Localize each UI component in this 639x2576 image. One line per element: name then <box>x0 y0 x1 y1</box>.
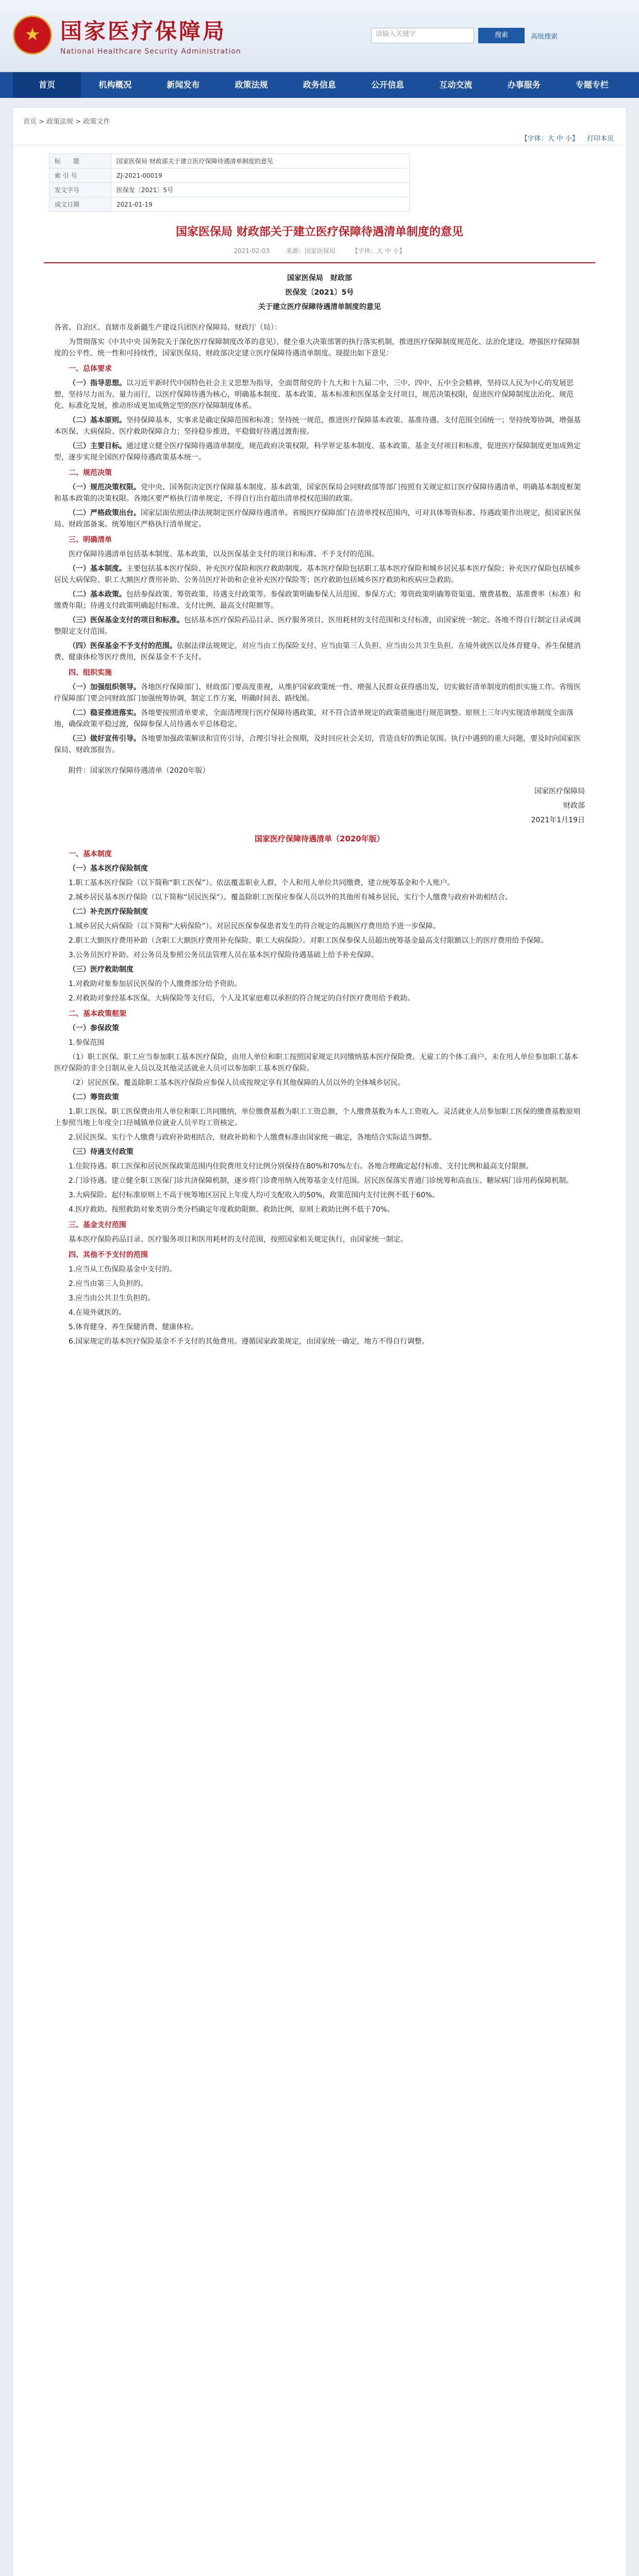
paragraph-lead: （一）基本制度。 <box>69 565 126 573</box>
doc-paragraph <box>54 589 585 612</box>
paragraph-lead: （三）医保基金支付的项目和标准。 <box>69 616 184 624</box>
doc-salutation: 各省、自治区、直辖市及新疆生产建设兵团医疗保障局、财政厅（局）： <box>54 324 281 332</box>
doc-paragraph <box>54 707 585 730</box>
search-input[interactable]: 请输入关键字 <box>371 28 474 43</box>
meta-value: ZJ-2021-00019 <box>111 168 410 183</box>
paragraph-lead: （一）指导思想。 <box>69 379 126 387</box>
section-heading: 二、规范决策 <box>69 469 112 477</box>
site-name-cn: 国家医疗保障局 <box>60 19 227 44</box>
meta-value: 医保发〔2021〕5号 <box>111 183 410 197</box>
article-body <box>13 263 626 1347</box>
font-size-control[interactable]: 【字体：大 中 小】 <box>520 135 579 143</box>
paragraph-text: 各地医疗保障部门、财政部门要高度重视，从维护国家政策统一性、增强人民群众获得感出发，切实做好清单制度的组织实施工作。省级医疗保障部门要会同财政部门加强统筹协调，制定工作方案，明确时间表、路线图。 <box>54 683 581 703</box>
section-heading: 一、基本制度 <box>69 850 112 858</box>
section-heading: 四、组织实施 <box>69 669 112 677</box>
doc-paragraph: 2.应当由第三人负担的。 <box>69 1280 148 1288</box>
breadcrumb[interactable]: 首页 > 政策法规 > 政策文件 <box>23 118 110 126</box>
doc-paragraph: 1.应当从工伤保险基金中支付的。 <box>69 1265 177 1274</box>
paragraph-text: 通过建立健全医疗保障待遇清单制度，规范政府决策权限，科学界定基本制度、基本政策、基金支付项目和标准，促进医疗保障制度更加成熟定型，逐步实现全国医疗保障待遇政策基本统一。 <box>54 442 581 462</box>
advanced-search-link[interactable]: 高级搜索 <box>531 33 558 41</box>
paragraph-text: 包括基本医疗保险药品目录、医疗服务项目、医用耗材的支付范围和支付标准，由国家统一制定。各地不得自行制定目录或调整限定支付范围。 <box>54 616 581 636</box>
subsection-heading: （二）补充医疗保险制度 <box>69 908 148 916</box>
site-logo[interactable] <box>13 14 241 56</box>
paragraph-text: 主要包括基本医疗保险、补充医疗保险和医疗救助制度。基本医疗保险包括职工基本医疗保险和城乡居民基本医疗保险；补充医疗保险包括城乡居民大病保险、职工大额医疗费用补助、公务员医疗补助和企业补充医疗保险等；医疗救助包括城乡医疗救助和疾病应急救助。 <box>54 565 581 584</box>
section-heading: 四、其他不予支付的范围 <box>69 1251 148 1259</box>
paragraph-lead: （一）规范决策权限。 <box>69 483 141 492</box>
doc-paragraph: 6.国家规定的基本医疗保险基金不予支付的其他费用。遵循国家政策规定，由国家统一确定，地方不得自行调整。 <box>69 1337 429 1346</box>
meta-key: 发文字号 <box>49 183 111 197</box>
nav-about[interactable]: 机构概况 <box>98 80 132 90</box>
document-meta-table <box>49 154 410 212</box>
doc-paragraph: 为贯彻落实《中共中央 国务院关于深化医疗保障制度改革的意见》，健全重大决策部署的执行落实机制，推进医疗保障制度规范化、法治化建设，增强医疗保障制度的公平性、统一性和可持续性，国家医保局、财政部决定建立医疗保障待遇清单制度。现提出如下意见： <box>54 338 580 358</box>
paragraph-lead: （三）做好宣传引导。 <box>69 735 141 743</box>
national-emblem-icon <box>13 15 52 55</box>
article-source: 来源：国家医保局 <box>286 247 336 255</box>
nav-policy[interactable]: 政策法规 <box>234 80 268 90</box>
nav-interaction[interactable]: 互动交流 <box>439 80 473 90</box>
doc-paragraph: 基本医疗保险药品目录、医疗服务项目和医用耗材的支付范围，按照国家相关规定执行，由国家统一制定。 <box>69 1235 408 1244</box>
doc-paragraph: 1.住院待遇。职工医保和居民医保政策范围内住院费用支付比例分别保持在80%和70%左右。各地合理确定起付标准、支付比例和最高支付限额。 <box>69 1162 533 1171</box>
paragraph-text: 包括参保政策、筹资政策、待遇支付政策等。参保政策明确参保人员范围、参保方式；筹资政策明确筹资渠道、缴费基数、基准费率（标准）和缴费年限；待遇支付政策明确起付标准、支付比例、最高支付限额等。 <box>54 590 581 610</box>
attachment-link[interactable]: 附件：国家医疗保障待遇清单（2020年版） <box>69 767 210 775</box>
paragraph-lead: （二）严格政策出台。 <box>69 509 141 517</box>
meta-key: 索 引 号 <box>49 168 111 183</box>
doc-paragraph: 4.医疗救助。按照救助对象类别分类分档确定年度救助限额、救助比例，原则上救助比例不低于70%。 <box>69 1206 395 1214</box>
paragraph-lead: （二）基本政策。 <box>69 590 126 599</box>
site-name-en: National Healthcare Security Administration <box>60 47 241 56</box>
main-nav <box>0 72 639 98</box>
subsection-heading: （一）参保政策 <box>69 1024 119 1032</box>
nav-disclosure[interactable]: 公开信息 <box>371 80 405 90</box>
doc-paragraph: 1.城乡居民大病保险（以下简称“大病保险”）。对居民医保参保患者发生的符合规定的高额医疗费用给予进一步保障。 <box>69 922 440 930</box>
doc-paragraph: 2.对救助对象经基本医保、大病保险等支付后，个人及其家庭难以承担的符合规定的自付医疗费用给予救助。 <box>69 994 415 1003</box>
doc-paragraph <box>54 482 585 504</box>
doc-paragraph <box>54 682 585 704</box>
article-date: 2021-02-03 <box>233 247 270 255</box>
section-heading: 三、明确清单 <box>69 536 112 544</box>
subsection-heading: （三）医疗救助制度 <box>69 965 133 974</box>
doc-number: 医保发〔2021〕5号 <box>285 289 354 297</box>
subsection-heading: （一）基本医疗保险制度 <box>69 865 148 873</box>
nav-affairs[interactable]: 政务信息 <box>302 80 336 90</box>
doc-paragraph <box>54 507 585 530</box>
doc-paragraph <box>54 415 585 437</box>
site-header <box>0 0 639 72</box>
nav-news[interactable]: 新闻发布 <box>166 80 200 90</box>
doc-paragraph: 医疗保障待遇清单包括基本制度、基本政策，以及医保基金支付的项目和标准、不予支付的范围。 <box>69 550 379 558</box>
doc-paragraph: 4.在境外就医的。 <box>69 1309 126 1317</box>
doc-paragraph: 2.职工大额医疗费用补助（含职工大额医疗费用补充保险、职工大病保险）。对职工医保参保人员超出统筹基金最高支付限额以上的医疗费用给予保障。 <box>69 937 548 945</box>
doc-paragraph <box>54 440 585 463</box>
nav-services[interactable]: 办事服务 <box>507 80 541 90</box>
paragraph-text: 党中央、国务院决定医疗保障基本制度、基本政策，国家医保局会同财政部等部门按照有关规定拟订医疗保障待遇清单，明确基本制度框架和基本政策的决策权限。各地区要严格执行清单规定，不得自行出台超出清单授权范围的政策。 <box>54 483 581 503</box>
paragraph-lead: （三）主要目标。 <box>69 442 126 450</box>
paragraph-lead: （二）基本原则。 <box>69 416 126 425</box>
doc-agencies: 国家医保局 财政部 <box>287 274 352 282</box>
doc-paragraph: 1.职工医保。职工医保费由用人单位和职工共同缴纳，单位缴费基数为职工工资总额，个人缴费基数为本人工资收入。灵活就业人员参加职工医保的缴费基数原则上参照当地上年度全口径城镇单位就业人员平均工资核定。 <box>54 1108 581 1127</box>
doc-paragraph: 3.大病保险。起付标准原则上不高于统筹地区居民上年度人均可支配收入的50%，政策范围内支付比例不低于60%。 <box>69 1191 440 1199</box>
paragraph-text: 坚持保障基本，实事求是确定保障范围和标准；坚持统一规范，推进医疗保障基本政策、基准待遇、支付范围全国统一；坚持统筹协调，增强基本医保、大病保险、医疗救助保障合力；坚持稳步推进，平稳做好待遇过渡衔接。 <box>54 416 581 436</box>
subsection-heading: （二）筹资政策 <box>69 1093 119 1101</box>
search-button[interactable]: 搜索 <box>478 28 525 43</box>
doc-paragraph <box>54 640 585 663</box>
doc-paragraph <box>54 733 585 756</box>
paragraph-text: 国家层面依照法律法规制定医疗保障待遇清单。省级医疗保障部门在清单授权范围内，可对具体筹资标准、待遇政策作出规定，报国家医保局、财政部备案。统筹地区严格执行清单规定。 <box>54 509 581 529</box>
meta-value: 2021-01-19 <box>111 197 410 212</box>
meta-key: 标 题 <box>49 154 111 168</box>
attachment-title: 国家医疗保障待遇清单（2020年版） <box>255 834 384 843</box>
doc-paragraph: 2.居民医保。实行个人缴费与政府补助相结合，财政补助和个人缴费标准由国家统一确定，各地结合实际适当调整。 <box>69 1133 436 1142</box>
nav-home[interactable]: 首页 <box>13 72 81 98</box>
doc-paragraph: 1.职工基本医疗保险（以下简称“职工医保”）。依法覆盖职业人群，个人和用人单位共同缴费，建立统筹基金和个人账户。 <box>69 879 455 887</box>
doc-paragraph: 1.对救助对象参加居民医保的个人缴费部分给予资助。 <box>69 980 242 988</box>
doc-paragraph: 3.应当由公共卫生负担的。 <box>69 1294 155 1302</box>
paragraph-text: 各地要加强政策解读和宣传引导，合理引导社会预期，及时回应社会关切，营造良好的舆论氛围。执行中遇到的重大问题，要及时向国家医保局、财政部报告。 <box>54 735 581 754</box>
paragraph-text: 依据法律法规规定，对应当由工伤保险支付、应当由第三人负担、应当由公共卫生负担、在境外就医以及体育健身、养生保健消费、健康体检等医疗费用，医保基金不予支付。 <box>54 642 581 662</box>
signature-2: 财政部 <box>563 802 585 810</box>
nav-topics[interactable]: 专题专栏 <box>575 80 609 90</box>
subsection-heading: （三）待遇支付政策 <box>69 1148 133 1156</box>
print-button[interactable]: 打印本页 <box>586 135 614 143</box>
paragraph-lead: （二）稳妥推进落实。 <box>69 709 141 717</box>
paragraph-lead: （一）加强组织领导。 <box>69 683 141 691</box>
doc-paragraph: （2）居民医保。覆盖除职工基本医疗保险应参保人员或按规定享有其他保障的人员以外的全体城乡居民。 <box>69 1079 405 1087</box>
section-heading: 一、总体要求 <box>69 365 112 373</box>
meta-value: 国家医保局 财政部关于建立医疗保障待遇清单制度的意见 <box>111 154 410 168</box>
paragraph-text: 以习近平新时代中国特色社会主义思想为指导，全面贯彻党的十九大和十九届二中、三中、四中、五中全会精神，坚持以人民为中心的发展思想，坚持尽力而为、量力而行，以医疗保障待遇为核心，明确基本制度、基本政策、基本标准和医保基金支付项目，规范决策权限，促进医疗保障制度法治化、规范化、标准化发展，推动形成更加成熟定型的医疗保障制度体系。 <box>54 379 574 410</box>
doc-paragraph <box>54 563 585 586</box>
doc-paragraph: （1）职工医保。职工应当参加职工基本医疗保险，由用人单位和职工按照国家规定共同缴纳基本医疗保险费。无雇工的个体工商户、未在用人单位参加职工基本医疗保险的非全日制从业人员以及其他灵活就业人员可以参加职工基本医疗保险。 <box>54 1053 578 1073</box>
section-heading: 二、基本政策框架 <box>69 1010 126 1018</box>
article-dateline <box>13 246 626 255</box>
doc-paragraph: 2.城乡居民基本医疗保险（以下简称“居民医保”）。覆盖除职工医保应参保人员以外的其他所有城乡居民，实行个人缴费与政府补助相结合。 <box>69 893 512 902</box>
article-title: 国家医保局 财政部关于建立医疗保障待遇清单制度的意见 <box>176 226 463 239</box>
doc-paragraph <box>54 615 585 637</box>
doc-paragraph <box>54 378 585 412</box>
article-toolbar <box>13 131 626 145</box>
doc-paragraph: 3.公务员医疗补助。对公务员及参照公务员法管理人员在基本医疗保险待遇基础上给予补充保障。 <box>69 951 379 959</box>
signature-date: 2021年1月19日 <box>531 816 585 824</box>
article-container <box>12 107 627 2576</box>
doc-title: 关于建立医疗保障待遇清单制度的意见 <box>258 303 381 311</box>
paragraph-text: 各地要按照清单要求，全面清理现行医疗保障待遇政策，对不符合清单规定的政策措施进行规范调整。原则上三年内实现清单制度全面落地，确保政策平稳过渡，保障参保人员待遇水平总体稳定。 <box>54 709 574 728</box>
meta-key: 成文日期 <box>49 197 111 212</box>
doc-paragraph: 1.参保范围 <box>69 1039 105 1047</box>
doc-paragraph: 2.门诊待遇。建立健全职工医保门诊共济保障机制，逐步将门诊费用纳入统筹基金支付范围。居民医保落实普通门诊统筹和高血压、糖尿病门诊用药保障机制。 <box>69 1177 574 1185</box>
doc-paragraph: 5.体育健身、养生保健消费、健康体检。 <box>69 1323 198 1331</box>
article-font-size[interactable]: 【字体：大 中 小】 <box>351 247 406 255</box>
section-heading: 三、基金支付范围 <box>69 1221 126 1229</box>
paragraph-lead: （四）医保基金不予支付的范围。 <box>69 642 177 650</box>
signature-1: 国家医疗保障局 <box>534 787 585 795</box>
